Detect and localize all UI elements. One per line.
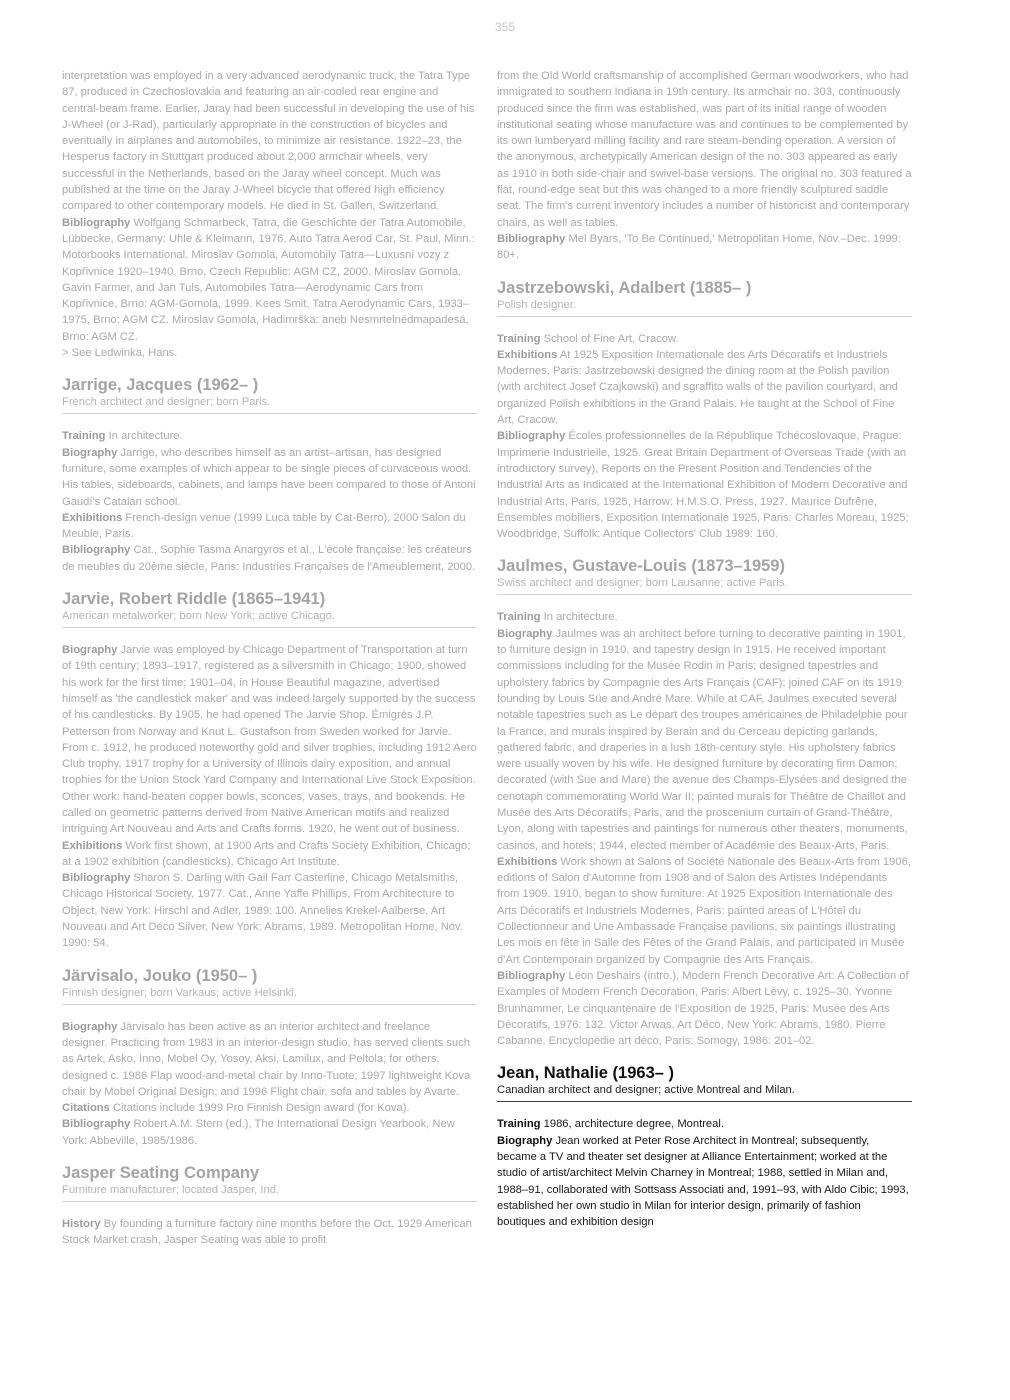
entry-title: Järvisalo, Jouko (1950– ) bbox=[62, 966, 258, 985]
continued-entry-jasper bbox=[497, 68, 912, 264]
bibliography-text: Wolfgang Schmarbeck, Tatra, die Geschichte der Tatra Automobile, Lübbecke, Germany: Uhle & Kleimann, 1976. Auto Tatra Aerod Car, St. Paul, Minn.: Motorbooks International. Miroslav Gomola, Automobily Tatra—Luxusní vozy z Kopřivnice 1920–1940, Brno, Czech Republic: AGM CZ, 2000. Miroslav Gomola, Gavin Farmer, and Jan Tuls, Automobiles Tatra—Aerodynamic Cars from Kopřivnice, Brno: AGM-Gomola, 1999. Kees Smit, Tatra Aerodynamic Cars, 1933–1975, Brno: AGM CZ. Miroslav Gomola, Hadimrška: aneb Nesmrtelnédmapadesá, Brno: AGM CZ. bbox=[62, 216, 475, 343]
entry-title: Jasper Seating Company bbox=[62, 1164, 260, 1183]
continued-text: interpretation was employed in a very advanced aerodynamic truck, the Tatra Type 87, produced in Czechoslovakia and featuring an air-cooled rear engine and central-beam frame. Earlier, Jaray had been successful in developing the use of his J-Wheel (or J-Rad), particularly appropriate in the construction of bicycles and eventually in airplanes and automobiles, to minimize air resistance. 1922–23, the Hesperus factory in Stuttgart produced about 2,000 armchair wheels, very successful in the Netherlands, based on the Jaray wheel concept. Much was published at the time on the Jaray J-Wheel bicycle that offered high efficiency compared to other contemporary models. He died in St. Gallen, Switzerland. bbox=[62, 70, 475, 213]
see-also: > See Ledwinka, Hans. bbox=[62, 347, 178, 360]
bibliography-text: Léon Deshairs (intro.), Modern French Decorative Art: A Collection of Examples of Modern French Decoration, Paris: Albert Lévy, c. 1925–30. Yvonne Brunhammer, Le cinquantenaire de l'Exposition de 1925, Paris: Musée des Arts Décoratifs, 1976: 132. Victor Arwas, Art Déco, New York: Abrams, 1980. Pierre Cabanne, Encyclopédie art déco, Paris: Somogy, 1986: 201–02. bbox=[497, 969, 909, 1048]
bibliography bbox=[62, 870, 477, 951]
entry-header bbox=[497, 556, 912, 595]
training-label: Training bbox=[497, 611, 541, 624]
entry-jarvie bbox=[62, 589, 477, 952]
entry-subtitle: Canadian architect and designer; active Montreal and Milan. bbox=[497, 1084, 795, 1097]
bibliography-label: Bibliography bbox=[62, 544, 131, 557]
entry-title: Jaulmes, Gustave-Louis (1873–1959) bbox=[497, 557, 785, 576]
history-label: History bbox=[62, 1218, 101, 1231]
bibliography-label: Bibliography bbox=[497, 232, 566, 245]
exhibitions bbox=[497, 854, 912, 968]
bibliography-label: Bibliography bbox=[497, 430, 566, 443]
biography-label: Biography bbox=[62, 446, 118, 459]
entry-jastrzebowski bbox=[497, 278, 912, 543]
bibliography-text: Sharon S. Darling with Gail Farr Casterline, Chicago Metalsmiths, Chicago Historical Society, 1977. Cat., Anne Yaffe Phillips, From Architecture to Object, New York: Hirschl and Adler, 1989: 100. Annelies Krekel-Aalberse, Art Nouveau and Art Déco Silver, New York: Abrams, 1989. Metropolitan Home, Nov. 1990: 54. bbox=[62, 872, 463, 950]
training-label: Training bbox=[497, 332, 541, 345]
entry-subtitle: Polish designer. bbox=[497, 298, 576, 311]
training bbox=[62, 428, 477, 444]
exhibitions-text: French-design venue (1999 Luca table by Cat-Berro), 2000 Salon du Meuble, Paris. bbox=[62, 511, 466, 541]
bibliography-text: Mel Byars, 'To Be Continued,' Metropolitan Home, Nov.–Dec. 1999: 80+. bbox=[497, 232, 901, 262]
training-label: Training bbox=[497, 1118, 541, 1131]
training-text: In architecture. bbox=[543, 611, 618, 624]
bibliography-label: Bibliography bbox=[497, 969, 566, 982]
biography-text: Jean worked at Peter Rose Architect in Montreal; subsequently, became a TV and theater set designer at Alliance Entertainment; worked at the studio of artist/architect Melvin Charney in Montreal; 1988, settled in Milan and, 1988–91, collaborated with Sottsass Associati and, 1991–93, with Aldo Cibic; 1993, established her own studio in Milan for interior design, primarily of fashion boutiques and exhibition design bbox=[497, 1134, 909, 1229]
exhibitions-text: Work first shown, at 1900 Arts and Crafts Society Exhibition, Chicago; at a 1902 exhibition (candlesticks), Chicago Art Institute. bbox=[62, 839, 471, 868]
bibliography bbox=[62, 542, 477, 575]
exhibitions-label: Exhibitions bbox=[497, 855, 558, 868]
biography bbox=[62, 1019, 477, 1100]
entry-jarrige bbox=[62, 375, 477, 575]
training bbox=[497, 1116, 912, 1132]
entry-title: Jarrige, Jacques (1962– ) bbox=[62, 376, 259, 395]
entry-jaulmes bbox=[497, 556, 912, 1049]
biography-label: Biography bbox=[62, 1020, 118, 1033]
entry-jarvisalo bbox=[62, 966, 477, 1149]
entry-header bbox=[62, 1163, 477, 1202]
biography-label: Biography bbox=[497, 1134, 553, 1147]
citations-text: Citations include 1999 Pro Finnish Design award (for Kova). bbox=[112, 1102, 410, 1115]
training-text: 1986, architecture degree, Montreal. bbox=[543, 1118, 724, 1131]
continued-text: from the Old World craftsmanship of accomplished German woodworkers, who had immigrated to southern Indiana in 19th century. Its armchair no. 303, continuously produced since the firm was established, was part of its initial range of wooden institutional seating whose manufacture was and continues to be complemented by its own lumberyard milling facility and rare steam-bending operation. A version of the anonymous, archetypically American design of the no. 303 appeared as early as 1910 in both side-chair and swivel-base versions. The original no. 303 featured a flat, round-edge seat but this was changed to a more friendly sculptured saddle seat. The firm's current inventory includes a number of historicist and contemporary chairs, as well as tables. bbox=[497, 70, 912, 229]
exhibitions-label: Exhibitions bbox=[497, 348, 558, 361]
right-column bbox=[497, 68, 912, 1231]
entry-subtitle: Finnish designer; born Varkaus; active Helsinki. bbox=[62, 986, 297, 999]
biography bbox=[497, 626, 912, 854]
exhibitions bbox=[497, 347, 912, 428]
entry-subtitle: Swiss architect and designer; born Lausanne; active Paris. bbox=[497, 577, 788, 590]
training bbox=[497, 609, 912, 625]
entry-header bbox=[497, 278, 912, 317]
bibliography-text: Écoles professionnelles de la République Tchécoslovaque, Prague: Imprimerie Industrielle, 1925. Great Britain Department of Overseas Trade (with an introductory survey), Reports on the Present Position and Tendencies of the Industrial Arts as Indicated at the International Exhibition of Modern Decorative and Industrial Arts, Paris, 1925, Harrow: H.M.S.O. Press, 1927. Maurice Dufrêne, Ensembles mobiliers, Exposition Internationale 1925, Paris: Charles Moreau, 1925; Woodbridge, Suffolk: Antique Collectors' Club 1989: 160. bbox=[497, 430, 909, 541]
continued-bibliography bbox=[62, 215, 477, 345]
biography-label: Biography bbox=[497, 627, 553, 640]
biography bbox=[62, 445, 477, 510]
bibliography-text: Robert A.M. Stern (ed.), The International Design Yearbook, New York: Abbeville, 1985/1986. bbox=[62, 1118, 455, 1147]
history-text: By founding a furniture factory nine months before the Oct. 1929 American Stock Market crash, Jasper Seating was able to profit bbox=[62, 1218, 472, 1247]
exhibitions bbox=[62, 838, 477, 871]
exhibitions-label: Exhibitions bbox=[62, 511, 123, 524]
bibliography-label: Bibliography bbox=[62, 1118, 131, 1131]
exhibitions bbox=[62, 510, 477, 543]
entry-jasper-seating bbox=[62, 1163, 477, 1249]
biography-label: Biography bbox=[62, 644, 118, 657]
exhibitions-label: Exhibitions bbox=[62, 839, 123, 852]
biography-text: Jaulmes was an architect before turning to decorative painting in 1901, to furniture design in 1910, and tapestry design in 1915. He received important commissions including for the Musée Rodin in Paris; designed tapestries and upholstery fabrics by Compagnie des Arts Français (CAF); joined CAF on its 1919 founding by Louis Süe and André Mare. While at CAF, Jaulmes executed several notable tapestries such as Le départ des troupes américaines de Philadelphie pour la France, and murals inspired by Berain and du Cerceau depicting garlands, gathered fabric, and draperies in a lush 18th-century style. His upholstery fabrics were usually woven by his wife. He designed furniture by decorating firm Damon; decorated (with Süe and Mare) the avenue des Champs-Elysées and designed the cenotaph commemorating World War II; painted murals for Théâtre de Chaillot and Musée des Arts Décoratifs, Paris, and the proscenium curtain of Grand-Théâtre, Lyon, along with tapestries and paintings for numerous other theaters, monuments, casinos, and hotels; 1944, elected member of Académie des Beaux-Arts, Paris. bbox=[497, 627, 908, 852]
training-text: In architecture. bbox=[108, 430, 183, 443]
entry-header bbox=[62, 375, 477, 414]
exhibitions-text: At 1925 Exposition Internationale des Arts Décoratifs et Industriels Modernes, Paris: Jastrzebowski designed the dining room at the Polish pavilion (with architect Josef Czajkowski) and sgraffito walls of the pavilion courtyard, and organized Polish exhibitions in the Grand Palais. He taught at the School of Fine Art, Cracow. bbox=[497, 348, 898, 427]
entry-subtitle: American metalworker; born New York; active Chicago. bbox=[62, 610, 335, 623]
entry-title: Jastrzebowski, Adalbert (1885– ) bbox=[497, 278, 752, 297]
entry-jean bbox=[497, 1063, 912, 1230]
entry-header bbox=[62, 589, 477, 628]
entry-subtitle: Furniture manufacturer; located Jasper, Ind. bbox=[62, 1184, 280, 1197]
bibliography bbox=[497, 968, 912, 1049]
entry-title: Jean, Nathalie (1963– ) bbox=[497, 1064, 675, 1083]
biography-text: Järvisalo has been active as an interior architect and freelance designer. Practicing from 1983 in an interior-design studio, has served clients such as Artek, Asko, Inno, Mobel Oy, Yosoy, Aksi, Lamilux, and Peltola; for others, designed c. 1986 Flap wood-and-metal chair by Inno-Tuote; 1997 lightweight Kova chair by Mobel Original Design; and 1996 Flight chair, sofa and tables by Avarte. bbox=[62, 1020, 471, 1098]
left-column bbox=[62, 68, 477, 1249]
history bbox=[62, 1216, 477, 1249]
entry-subtitle: French architect and designer; born Paris. bbox=[62, 396, 271, 409]
page-number: 355 bbox=[494, 20, 516, 34]
biography bbox=[62, 642, 477, 838]
biography-text: Jarrige, who describes himself as an artist–artisan, has designed furniture, some examples of which appear to be single pieces of curvaceous wood. His tables, sideboards, cabinets, and lamps have been compared to those of Antoni Gaudí's Catalan school. bbox=[62, 446, 476, 508]
training bbox=[497, 331, 912, 347]
bibliography bbox=[497, 428, 912, 542]
bibliography bbox=[62, 1116, 477, 1149]
training-text: School of Fine Art, Cracow. bbox=[543, 332, 679, 345]
exhibitions-text: Work shown at Salons of Société Nationale des Beaux-Arts from 1906, editions of Salon d'Automne from 1908 and of Salon des Artistes Indépendants from 1909. 1910, began to show furniture. At 1925 Exposition Internationale des Arts Décoratifs et Industriels Modernes, Paris: painted areas of L'Hôtel du Collectionneur and Une Ambassade Française pavilions, six paintings illustrating Les mois en fête in Salle des Fêtes of the Grand Palais, and participated in Musée d'Art Contemporain organized by Compagnie des Arts Français. bbox=[497, 855, 911, 966]
continued-bibliography bbox=[497, 231, 912, 264]
continued-entry-jaray bbox=[62, 68, 477, 361]
bibliography-label: Bibliography bbox=[62, 872, 131, 885]
bibliography-text: Cat., Sophie Tasma Anargyros et al., L'école française: les créateurs de meubles du 20ème siècle, Paris: Industries Françaises de l'Ameublement, 2000. bbox=[62, 544, 476, 573]
citations-label: Citations bbox=[62, 1102, 110, 1115]
biography bbox=[497, 1133, 912, 1231]
biography-text: Jarvie was employed by Chicago Department of Transportation at turn of 19th century; 1893–1917, registered as a silversmith in Chicago; 1900, showed his work for the first time; 1901–04, in House Beautiful magazine, advertised himself as 'the candlestick maker' and was indeed largely supported by the success of his candlesticks. By 1905, he had opened The Jarvie Shop. Émigrés J.P. Petterson from Norway and Knut L. Gustafson from Sweden worked for Jarvie. From c. 1912, he produced noteworthy gold and silver trophies, including 1912 Aero Club trophy, 1917 trophy for a University of Illinois dairy exposition, and annual trophies for the Union Stock Yard Company and International Live Stock Exposition. Other work: hand-beaten copper bowls, sconces, vases, trays, and bookends. He called on geometric patterns derived from Native American motifs and realized intriguing Art Nouveau and Arts and Crafts forms. 1920, he went out of business. bbox=[62, 644, 477, 836]
entry-title: Jarvie, Robert Riddle (1865–1941) bbox=[62, 590, 326, 609]
entry-header bbox=[62, 966, 477, 1005]
citations bbox=[62, 1100, 477, 1116]
entry-header bbox=[497, 1063, 912, 1102]
training-label: Training bbox=[62, 430, 106, 443]
bibliography-label: Bibliography bbox=[62, 216, 131, 229]
